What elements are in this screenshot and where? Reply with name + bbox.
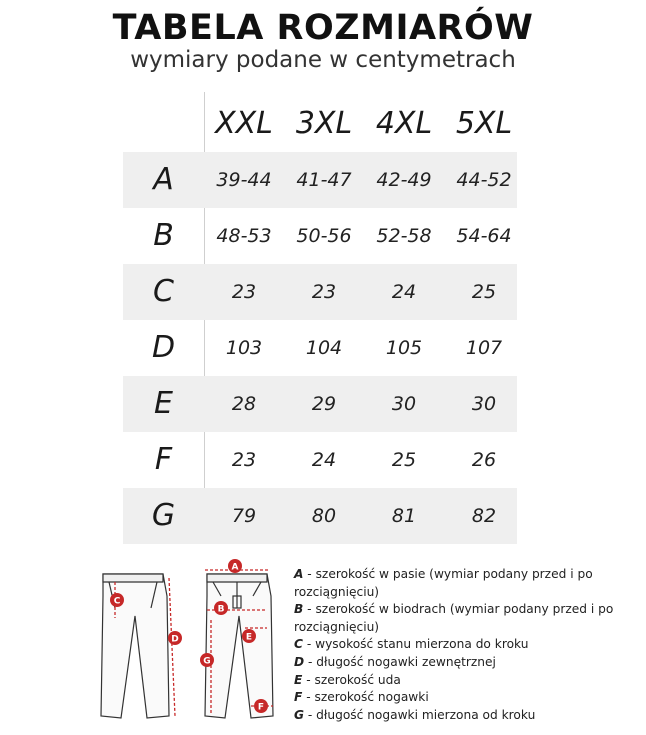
table-cell: 54-64: [456, 225, 512, 247]
legend-item-d: [294, 654, 639, 672]
page-subtitle: wymiary podane w centymetrach: [130, 47, 516, 73]
marker-e-label: E: [245, 632, 253, 643]
row-label: E: [154, 386, 173, 421]
marker-b-label: B: [217, 604, 225, 615]
table-cell: 29: [311, 393, 337, 415]
marker-d: [168, 631, 182, 645]
table-cell: 42-49: [376, 169, 432, 191]
table-cell: 23: [231, 281, 257, 303]
table-cell: 41-47: [296, 169, 352, 191]
legend-key: D: [294, 654, 305, 669]
table-cell: 30: [471, 393, 497, 415]
page-title: TABELA ROZMIARÓW: [112, 8, 534, 48]
marker-c: [110, 593, 124, 607]
table-cell: 103: [225, 337, 263, 359]
row-label: F: [154, 442, 173, 477]
trousers-diagram: [95, 556, 285, 726]
legend-item-f: [294, 689, 639, 707]
marker-g-label: G: [203, 656, 211, 667]
size-table: [123, 92, 517, 544]
marker-b: [214, 601, 228, 615]
table-row: [123, 208, 517, 264]
marker-c-label: C: [113, 596, 121, 607]
table-row: [123, 432, 517, 488]
legend-text: - szerokość w biodrach (wymiar podany przed i po rozciągnięciu): [294, 602, 614, 634]
row-label: C: [153, 274, 174, 309]
legend-text: - szerokość uda: [302, 672, 401, 687]
table-cell: 39-44: [216, 169, 272, 191]
marker-a-label: A: [231, 562, 239, 573]
table-row: [123, 320, 517, 376]
table-cell: 28: [231, 393, 257, 415]
column-header-xxl: XXL: [215, 106, 273, 141]
legend-item-g: [294, 707, 639, 725]
marker-e: [242, 629, 256, 643]
side-view-trousers: [101, 574, 169, 718]
table-row: [123, 488, 517, 544]
table-cell: 79: [231, 505, 257, 527]
table-cell: 25: [391, 449, 417, 471]
legend-item-a: [294, 566, 639, 601]
legend-item-c: [294, 636, 639, 654]
column-header-4xl: 4XL: [375, 106, 433, 141]
legend-text: - szerokość w pasie (wymiar podany przed i po rozciągnięciu): [294, 567, 593, 599]
table-row: [123, 376, 517, 432]
table-row: [123, 152, 517, 208]
table-cell: 105: [385, 337, 423, 359]
table-cell: 104: [305, 337, 343, 359]
front-view-trousers: [205, 574, 273, 718]
table-cell: 81: [391, 505, 417, 527]
legend-item-b: [294, 601, 639, 636]
marker-d-label: D: [171, 634, 179, 645]
legend-text: - wysokość stanu mierzona do kroku: [302, 637, 529, 652]
row-label: B: [153, 218, 174, 253]
row-label: A: [153, 162, 174, 197]
marker-f: [254, 699, 268, 713]
legend-key: E: [294, 672, 303, 687]
legend-text: - długość nogawki zewnętrznej: [304, 654, 496, 669]
table-cell: 50-56: [296, 225, 352, 247]
marker-f-label: F: [257, 702, 265, 713]
table-cell: 44-52: [456, 169, 512, 191]
row-label: G: [151, 498, 176, 533]
table-cell: 107: [465, 337, 503, 359]
table-cell: 24: [311, 449, 337, 471]
table-header-row: [123, 92, 517, 152]
table-cell: 48-53: [216, 225, 272, 247]
column-header-5xl: 5XL: [455, 106, 513, 141]
table-cell: 23: [231, 449, 257, 471]
legend-key: A: [294, 567, 304, 581]
table-cell: 30: [391, 393, 417, 415]
table-cell: 80: [311, 505, 337, 527]
legend-item-e: [294, 672, 639, 690]
marker-a: [228, 559, 242, 573]
table-cell: 24: [391, 281, 417, 303]
table-row: [123, 264, 517, 320]
legend-key: G: [294, 707, 305, 722]
table-cell: 26: [471, 449, 497, 471]
legend-key: C: [294, 637, 303, 652]
table-cell: 52-58: [376, 225, 432, 247]
legend-key: F: [294, 690, 303, 705]
marker-g: [200, 653, 214, 667]
legend-key: B: [294, 602, 304, 617]
legend-text: - długość nogawki mierzona od kroku: [304, 707, 536, 722]
measurement-legend: [294, 566, 639, 724]
legend-text: - szerokość nogawki: [302, 690, 429, 705]
table-cell: 82: [471, 505, 497, 527]
column-header-3xl: 3XL: [295, 106, 353, 141]
table-cell: 23: [311, 281, 337, 303]
table-cell: 25: [471, 281, 497, 303]
row-label: D: [151, 330, 176, 365]
